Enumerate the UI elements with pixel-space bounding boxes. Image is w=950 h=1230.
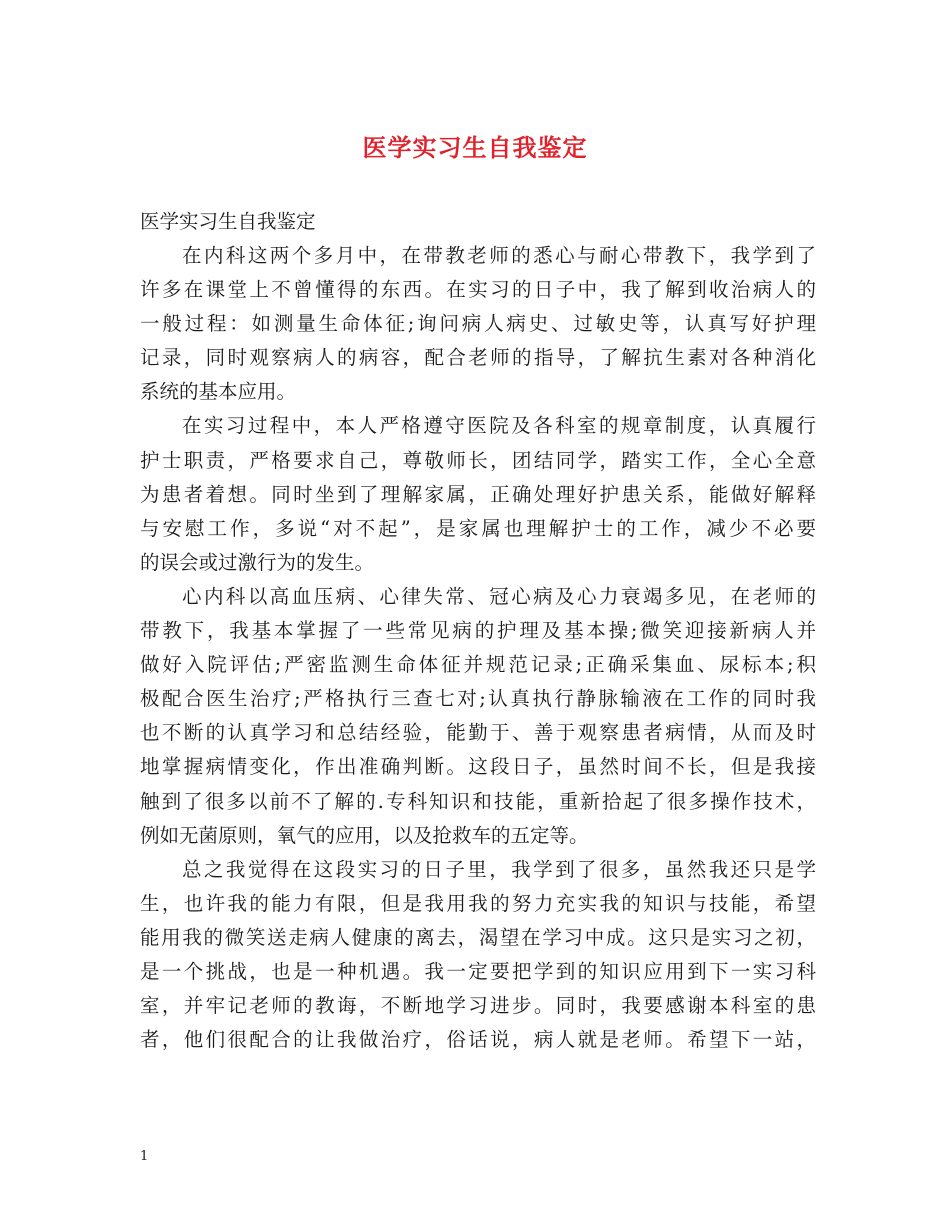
paragraph-line: 总之我觉得在这段实习的日子里，我学到了很多，虽然我还只是学 [182, 857, 816, 881]
paragraph-line: 做好入院评估;严密监测生命体征并规范记录;正确采集血、尿标本;积 [140, 653, 816, 677]
paragraph-line: 室，并牢记老师的教诲，不断地学习进步。同时，我要感谢本科室的患 [140, 994, 816, 1018]
paragraph [140, 239, 816, 409]
paragraph-line: 护士职责，严格要求自己，尊敬师长，团结同学，踏实工作，全心全意 [140, 448, 816, 472]
paragraph-line: 心内科以高血压病、心律失常、冠心病及心力衰竭多见，在老师的 [182, 584, 816, 608]
paragraph-line: 一般过程：如测量生命体征;询问病人病史、过敏史等，认真写好护理 [140, 312, 816, 336]
paragraph-line: 为患者着想。同时坐到了理解家属，正确处理好护患关系，能做好解释 [140, 482, 816, 506]
paragraph [140, 409, 816, 579]
paragraph-line: 的误会或过激行为的发生。 [140, 550, 375, 574]
paragraph-line: 与安慰工作，多说“对不起”，是家属也理解护士的工作，减少不必要 [140, 516, 816, 540]
paragraph-line: 者，他们很配合的让我做治疗，俗话说，病人就是老师。希望下一站， [140, 1028, 816, 1052]
page-number: 1 [140, 1149, 149, 1164]
paragraph-line: 触到了很多以前不了解的.专科知识和技能，重新拾起了很多操作技术， [140, 789, 816, 813]
paragraph [140, 580, 816, 853]
paragraph-line: 许多在课堂上不曾懂得的东西。在实习的日子中，我了解到收治病人的 [140, 278, 816, 302]
paragraph-line: 系统的基本应用。 [140, 380, 297, 404]
paragraph-line: 也不断的认真学习和总结经验，能勤于、善于观察患者病情，从而及时 [140, 721, 816, 745]
document-body [140, 205, 816, 1057]
paragraph-line: 在内科这两个多月中，在带教老师的悉心与耐心带教下，我学到了 [182, 244, 816, 267]
document-title: 医学实习生自我鉴定 [362, 133, 588, 162]
paragraph-line: 地掌握病情变化，作出准确判断。这段日子，虽然时间不长，但是我接 [140, 755, 816, 779]
paragraph-line: 例如无菌原则，氧气的应用，以及抢救车的五定等。 [140, 823, 589, 847]
document-subtitle: 医学实习生自我鉴定 [140, 210, 316, 233]
paragraph-line: 带教下，我基本掌握了一些常见病的护理及基本操;微笑迎接新病人并 [140, 619, 816, 643]
paragraph-line: 能用我的微笑送走病人健康的离去，渴望在学习中成。这只是实习之初， [140, 925, 816, 949]
paragraph-line: 极配合医生治疗;严格执行三查七对;认真执行静脉输液在工作的同时我 [140, 687, 816, 711]
paragraph-list [140, 239, 816, 1057]
paragraph-line: 是一个挑战，也是一种机遇。我一定要把学到的知识应用到下一实习科 [140, 959, 816, 983]
paragraph-line: 生，也许我的能力有限，但是我用我的努力充实我的知识与技能，希望 [140, 891, 816, 915]
paragraph-line: 在实习过程中，本人严格遵守医院及各科室的规章制度，认真履行 [182, 414, 816, 438]
paragraph-line: 记录，同时观察病人的病容，配合老师的指导，了解抗生素对各种消化 [140, 346, 816, 370]
paragraph [140, 853, 816, 1058]
